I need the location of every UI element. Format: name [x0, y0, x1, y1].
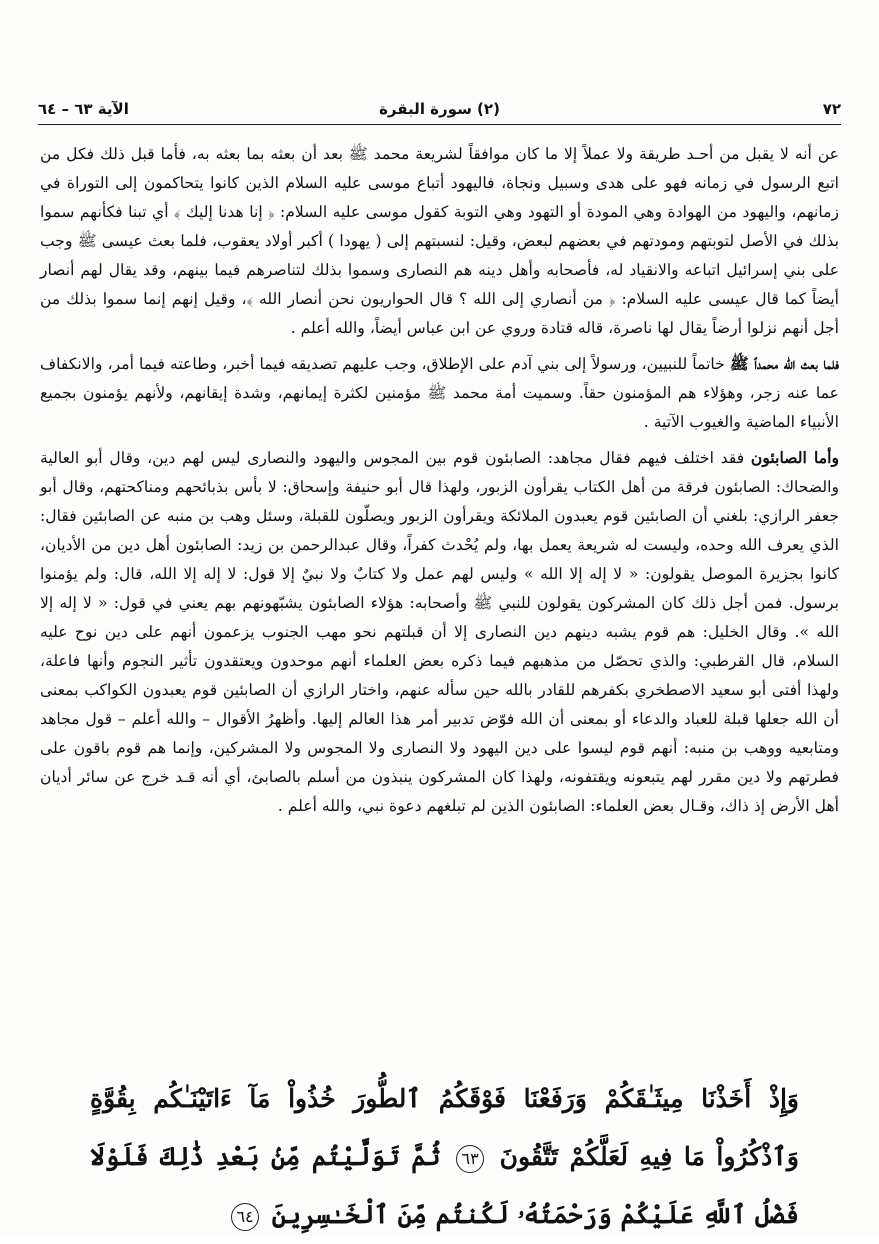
paragraph-lead: وأما الصابئون — [750, 448, 839, 467]
verse-text: ثُمَّ تَوَلَّيْتُم مِّنۢ بَعْدِ ذَٰلِكَ فَلَوْلَا فَضْلُ ٱللَّهِ عَلَيْكُمْ وَرَحْمَتُهُۥ لَكُنتُم مِّنَ ٱلْخَـٰسِرِينَ — [90, 1142, 799, 1229]
paragraph-lead: فلما بعث الله محمداً ﷺ — [729, 354, 839, 373]
quran-verse — [90, 1070, 799, 1244]
ayah-range: الآية ٦٣ – ٦٤ — [38, 100, 129, 118]
verse-number-mark: ٦٣ — [456, 1145, 484, 1173]
verse-number-mark: ٦٤ — [231, 1203, 259, 1231]
paragraph-text: فقد اختلف فيهم فقال مجاهد: الصابئون قوم بين المجوس واليهود والنصارى ليس لهم دين، وقال أبو العالية والضحاك: الصابئون فرقة من أهل الكتاب يقرأون الزبور، ولهذا قال أبو حنيفة وإسحاق: لا بأس بذبائحهم ومناكحتهم، وقال أبو جعفر الرازي: بلغني أن الصابئين قوم يعبدون الملائكة ويقرأون الزبور ويصلّون للقبلة، وسئل وهب بن منبه عن الصابئين فقال: الذي يعرف الله وحده، وليست له شريعة يعمل بها، ولم يُحْدث كفراً، وقال عبدالرحمن بن زيد: الصابئون أهل دين من الأديان، كانوا بجزيرة الموصل يقولون: « لا إله إلا الله » وليس لهم عمل ولا كتابٌ ولا نبيٌ إلا قول: لا إله إلا الله، قال: ولم يؤمنوا برسول. فمن أجل ذلك كان المشركون يقولون للنبي ﷺ وأصحابه: هؤلاء الصابئون يشبّهونهم بهم يعني في قول: « لا إله إلا الله ». وقال الخليل: هم قوم يشبه دينهم دين النصارى إلا أن قبلتهم نحو مهب الجنوب يزعمون أنهم على دين نوح عليه السلام، قال القرطبي: والذي تحصّل من مذهبهم فيما ذكره بعض العلماء أنهم موحدون ويعتقدون تأثير النجوم وأنها فاعلة، ولهذا أفتى أبو سعيد الاصطخري بكفرهم للقادر بالله حين سأله عنهم، واختار الرازي أن الصابئين قوم يعبدون الكواكب بمعنى أن الله جعلها قبلة للعباد والدعاء أو بمعنى أن الله فوّض تدبير أمر هذا العالم إليها. وأظهرُ الأقوال – والله أعلم – قول مجاهد ومتابعيه ووهب بن منبه: أنهم قوم ليسوا على دين اليهود ولا النصارى ولا المجوس ولا المشركين، وإنما هم قوم باقون على فطرتهم ولا دين مقرر لهم يتبعونه ويقتفونه، ولهذا كان المشركون ينبذون من أسلم بالصابئ، أي أنه قـد خرج عن سائر أديان أهل الأرض إذ ذاك، وقـال بعض العلماء: الصابئون الذين لم تبلغهم دعوة نبي، والله أعلم . — [40, 449, 839, 815]
tafsir-body — [40, 140, 839, 827]
page-header — [38, 98, 841, 122]
paragraph — [40, 349, 839, 437]
paragraph — [40, 443, 839, 821]
sura-title: (٢) سورة البقرة — [379, 100, 500, 118]
verse-text: وَإِذْ أَخَذْنَا مِيثَـٰقَكُمْ وَرَفَعْنَا فَوْقَكُمُ ٱلطُّورَ خُذُواْ مَآ ءَاتَيْنَـٰكُم بِقُوَّةٍ وَٱذْكُرُواْ مَا فِيهِ لَعَلَّكُمْ تَتَّقُونَ — [90, 1084, 799, 1171]
paragraph — [40, 140, 839, 343]
page-number: ٧٢ — [822, 100, 841, 118]
header-divider — [38, 124, 841, 125]
paragraph-text: عن أنه لا يقبل من أحـد طريقة ولا عملاً إلا ما كان موافقاً لشريعة محمد ﷺ بعد أن بعثه بما بعثه به، فأما قبل ذلك فكل من اتبع الرسول في زمانه فهو على هدى وسبيل ونجاة، فاليهود أتباع موسى عليه السلام الذين كانوا يتحاكمون إلى التوراة في زمانهم، واليهود من الهوادة وهي المودة أو التهود وهي التوبة كقول موسى عليه السلام: ﴿ إنا هدنا إليك ﴾ أي تبنا فكأنهم سموا بذلك في الأصل لتوبتهم ومودتهم في بعضهم لبعض، وقيل: لنسبتهم إلى ( يهودا ) أكبر أولاد يعقوب، فلما بعث عيسى ﷺ وجب على بني إسرائيل اتباعه والانقياد له، فأصحابه وأهل دينه هم النصارى وسموا بذلك لتناصرهم فيما بينهم، وقد يقال لهم أنصار أيضاً كما قال عيسى عليه السلام: ﴿ من أنصاري إلى الله ؟ قال الحواريون نحن أنصار الله ﴾، وقيل إنهم إنما سموا بذلك من أجل أنهم نزلوا أرضاً يقال لها ناصرة، قاله قتادة وروي عن ابن عباس أيضاً، والله أعلم . — [40, 145, 839, 337]
paragraph-text: خاتماً للنبيين، ورسولاً إلى بني آدم على الإطلاق، وجب عليهم تصديقه فيما أخبر، وطاعته فيما أمر، والانكفاف عما عنه زجر، وهؤلاء هم المؤمنون حقاً. وسميت أمة محمد ﷺ مؤمنين لكثرة إيمانهم، وشدة إيقانهم، ولأنهم يؤمنون بجميع الأنبياء الماضية والغيوب الآتية . — [40, 355, 839, 431]
